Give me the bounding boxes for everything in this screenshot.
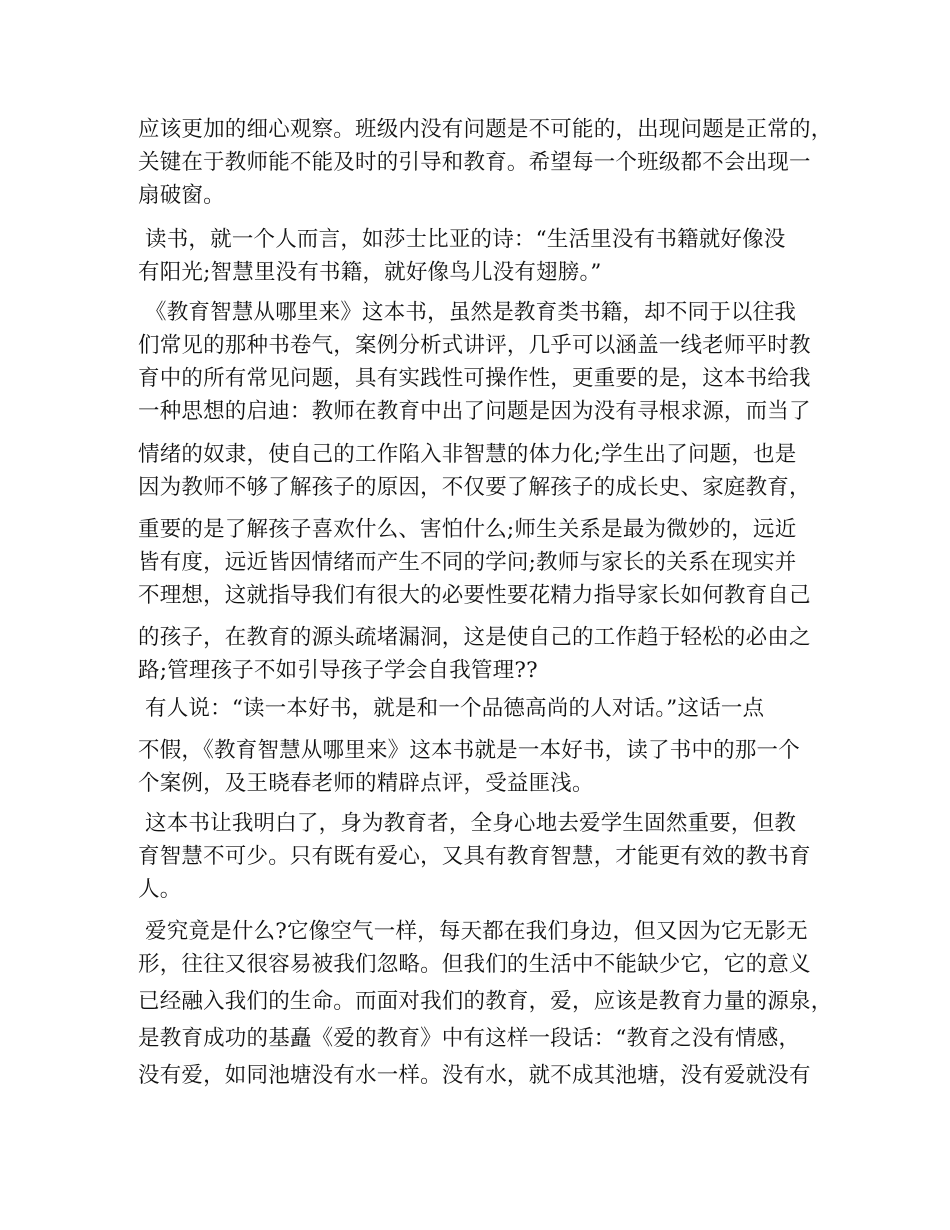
text-line: 皆有度，远近皆因情绪而产生不同的学问;教师与家长的关系在现实并 (138, 550, 797, 575)
text-line: 已经融入我们的生命。而面对我们的教育，爱，应该是教育力量的源泉， (138, 989, 833, 1014)
text-line: 因为教师不够了解孩子的原因，不仅要了解孩子的成长史、家庭教育， (138, 475, 811, 500)
text-line: 育智慧不可少。只有既有爱心，又具有教育智慧，才能更有效的教书育 (138, 844, 811, 869)
text-line: 关键在于教师能不能及时的引导和教育。希望每一个班级都不会出现一 (138, 150, 811, 175)
text-line: 读书，就一个人而言，如莎士比亚的诗：“生活里没有书籍就好像没 (138, 227, 786, 252)
text-line: 路;管理孩子不如引导孩子学会自我管理?? (138, 658, 538, 683)
text-line: 这本书让我明白了，身为教育者，全身心地去爱学生固然重要，但教 (138, 811, 797, 836)
text-line: 一种思想的启迪：教师在教育中出了问题是因为没有寻根求源，而当了 (138, 399, 811, 424)
text-line: 形，往往又很容易被我们忽略。但我们的生活中不能缺少它，它的意义 (138, 952, 811, 977)
text-line: 人。 (138, 877, 182, 902)
text-line: 有阳光;智慧里没有书籍，就好像鸟儿没有翅膀。” (138, 260, 602, 285)
text-line: 重要的是了解孩子喜欢什么、害怕什么;师生关系是最为微妙的，远近 (138, 517, 797, 542)
text-line: 没有爱，如同池塘没有水一样。没有水，就不成其池塘，没有爱就没有 (138, 1063, 811, 1088)
text-line: 的孩子，在教育的源头疏堵漏洞，这是使自己的工作趋于轻松的必由之 (138, 625, 811, 650)
text-line: 有人说：“读一本好书，就是和一个品德高尚的人对话。”这话一点 (138, 696, 765, 721)
text-line: 育中的所有常见问题，具有实践性可操作性，更重要的是，这本书给我 (138, 366, 811, 391)
text-line: 情绪的奴隶，使自己的工作陷入非智慧的体力化;学生出了问题，也是 (138, 442, 797, 467)
text-line: 扇破窗。 (138, 183, 225, 208)
text-line: 不理想，这就指导我们有很大的必要性要花精力指导家长如何教育自己 (138, 583, 811, 608)
text-line: 爱究竟是什么?它像空气一样，每天都在我们身边，但又因为它无影无 (138, 919, 808, 944)
text-line: 个案例，及王晓春老师的精辟点评，受益匪浅。 (138, 771, 594, 796)
text-line: 们常见的那种书卷气，案例分析式讲评，几乎可以涵盖一线老师平时教 (138, 333, 811, 358)
text-line: 不假，《教育智慧从哪里来》这本书就是一本好书，读了书中的那一个 (138, 738, 800, 763)
text-line: 应该更加的细心观察。班级内没有问题是不可能的，出现问题是正常的， (138, 117, 833, 142)
text-line: 是教育成功的基矗《爱的教育》中有这样一段话：“教育之没有情感， (138, 1026, 801, 1051)
text-line: 《教育智慧从哪里来》这本书，虽然是教育类书籍，却不同于以往我 (138, 300, 797, 325)
